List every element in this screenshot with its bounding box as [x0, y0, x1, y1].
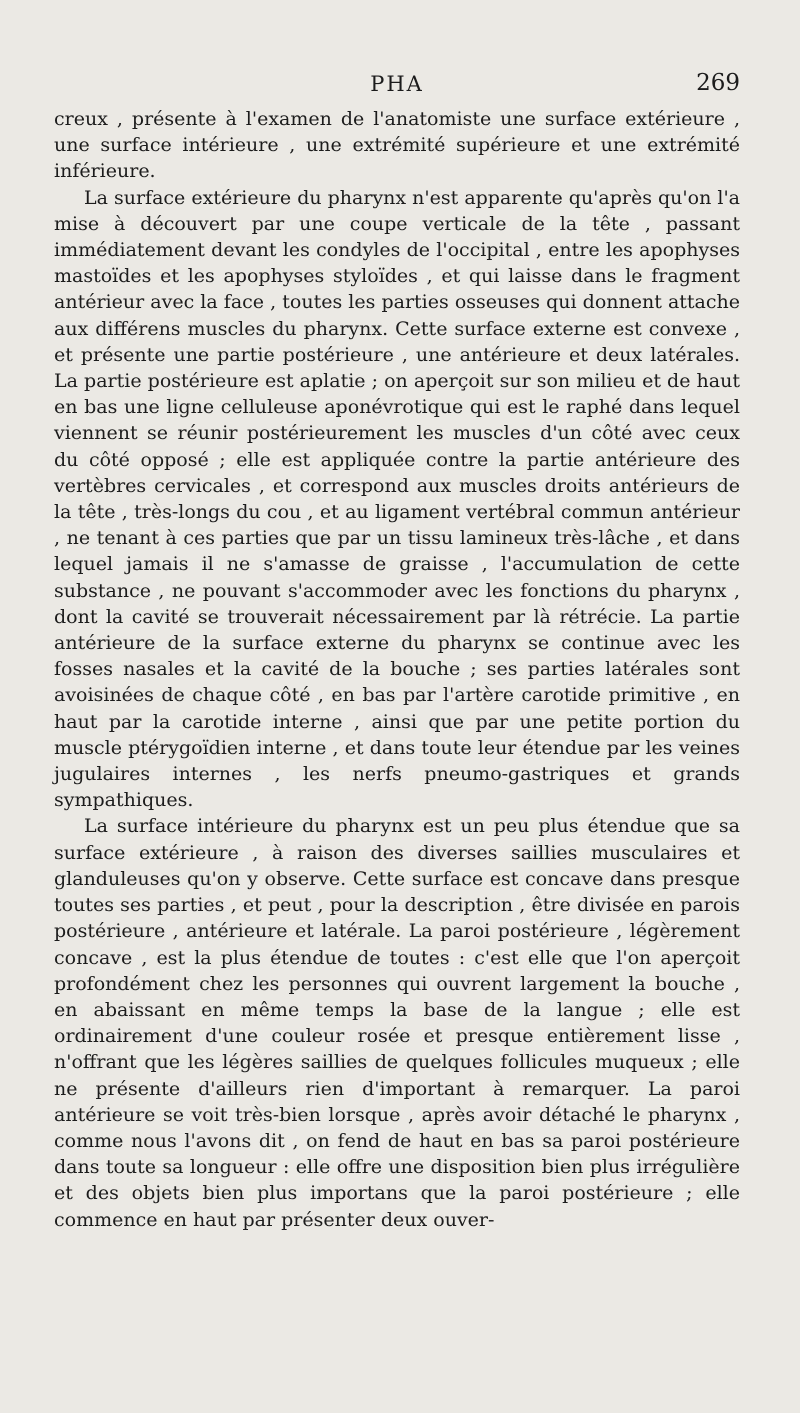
- body-text: [54, 106, 740, 1233]
- paragraph: La surface intérieure du pharynx est un peu plus étendue que sa surface extérieure , à raison des diverses saillies musculaires et glanduleuses qu'on y observe. Cette surface est concave dans presque toutes ses parties , et peut , pour la description , être divisée en parois postérieure , antérieure et latérale. La paroi postérieure , légèrement concave , est la plus étendue de toutes : c'est elle que l'on aperçoit profondément chez les personnes qui ouvrent largement la bouche , en abaissant en même temps la base de la langue ; elle est ordinairement d'une couleur rosée et presque entièrement lisse , n'offrant que les légères saillies de quelques follicules muqueux ; elle ne présente d'ailleurs rien d'important à remarquer. La paroi antérieure se voit très-bien lorsque , après avoir détaché le pharynx , comme nous l'avons dit , on fend de haut en bas sa paroi postérieure dans toute sa longueur : elle offre une disposition bien plus irrégulière et des objets bien plus importans que la paroi postérieure ; elle commence en haut par présenter deux ouver-: [54, 815, 740, 1231]
- paragraph: creux , présente à l'examen de l'anatomiste une surface extérieure , une surface intérieure , une extrémité supérieure et une extrémité inférieure.: [54, 108, 740, 183]
- page-header: [54, 66, 740, 100]
- running-head: PHA: [370, 72, 424, 96]
- paragraph: La surface extérieure du pharynx n'est apparente qu'après qu'on l'a mise à découvert par une coupe verticale de la tête , passant immédiatement devant les condyles de l'occipital , entre les apophyses mastoïdes et les apophyses styloïdes , et qui laisse dans le fragment antérieur avec la face , toutes les parties osseuses qui donnent attache aux différens muscles du pharynx. Cette surface externe est convexe , et présente une partie postérieure , une antérieure et deux latérales. La partie postérieure est aplatie ; on aperçoit sur son milieu et de haut en bas une ligne celluleuse aponévrotique qui est le raphé dans lequel viennent se réunir postérieurement les muscles d'un côté avec ceux du côté opposé ; elle est appliquée contre la partie antérieure des vertèbres cervicales , et correspond aux muscles droits antérieurs de la tête , très-longs du cou , et au ligament vertébral commun antérieur , ne tenant à ces parties que par un tissu lamineux très-lâche , et dans lequel jamais il ne s'amasse de graisse , l'accumulation de cette substance , ne pouvant s'accommoder avec les fonctions du pharynx , dont la cavité se trouverait nécessairement par là rétrécie. La partie antérieure de la surface externe du pharynx se continue avec les fosses nasales et la cavité de la bouche ; ses parties latérales sont avoisinées de chaque côté , en bas par l'artère carotide primitive , en haut par la carotide interne , ainsi que par une petite portion du muscle ptérygoïdien interne , et dans toute leur étendue par les veines jugulaires internes , les nerfs pneumo-gastriques et grands sympathiques.: [54, 186, 740, 812]
- page-number: 269: [696, 70, 740, 96]
